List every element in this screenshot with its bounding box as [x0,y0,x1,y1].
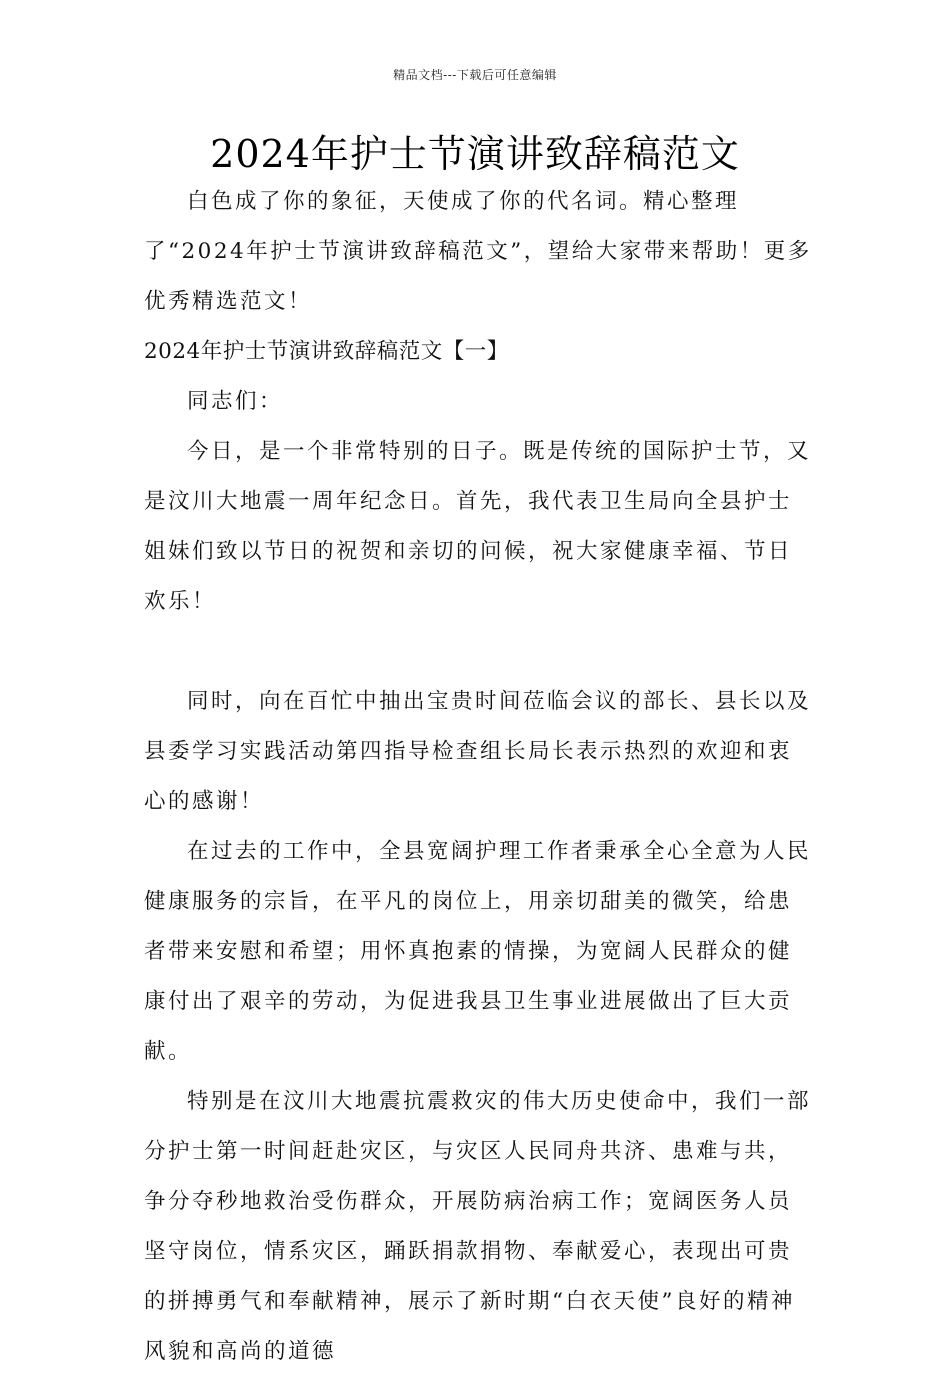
body-paragraph-4: 特别是在汶川大地震抗震救灾的伟大历史使命中，我们一部分护士第一时间赶赴灾区，与灾区人民同舟共济、患难与共，争分夺秒地救治受伤群众，开展防病治病工作；宽阔医务人员坚守岗位，情系灾区，踊跃捐款捐物、奉献爱心，表现出可贵的拼搏勇气和奉献精神，展示了新时期“白衣天使”良好的精神风貌和高尚的道德 [144,1089,812,1364]
section-heading: 2024年护士节演讲致辞稿范文【一】 [144,339,509,364]
document-body [144,177,812,1377]
body-paragraph-1: 今日，是一个非常特别的日子。既是传统的国际护士节，又是汶川大地震一周年纪念日。首先，我代表卫生局向全县护士姐妹们致以节日的祝贺和亲切的问候，祝大家健康幸福、节日欢乐！ [144,439,812,614]
page-title: 2024年护士节演讲致辞稿范文 [210,132,740,176]
salutation: 同志们： [187,389,284,414]
body-paragraph-2: 同时，向在百忙中抽出宝贵时间莅临会议的部长、县长以及县委学习实践活动第四指导检查组长局长表示热烈的欢迎和衷心的感谢！ [144,689,812,814]
body-paragraph-3: 在过去的工作中，全县宽阔护理工作者秉承全心全意为人民健康服务的宗旨，在平凡的岗位上，用亲切甜美的微笑，给患者带来安慰和希望；用怀真抱素的情操，为宽阔人民群众的健康付出了艰辛的劳动，为促进我县卫生事业进展做出了巨大贡献。 [144,839,812,1064]
intro-paragraph: 白色成了你的象征，天使成了你的代名词。精心整理了“2024年护士节演讲致辞稿范文”，望给大家带来帮助！更多优秀精选范文！ [144,189,812,314]
blank-line [144,627,812,677]
page-header-note: 精品文档---下载后可任意编辑 [393,68,557,82]
